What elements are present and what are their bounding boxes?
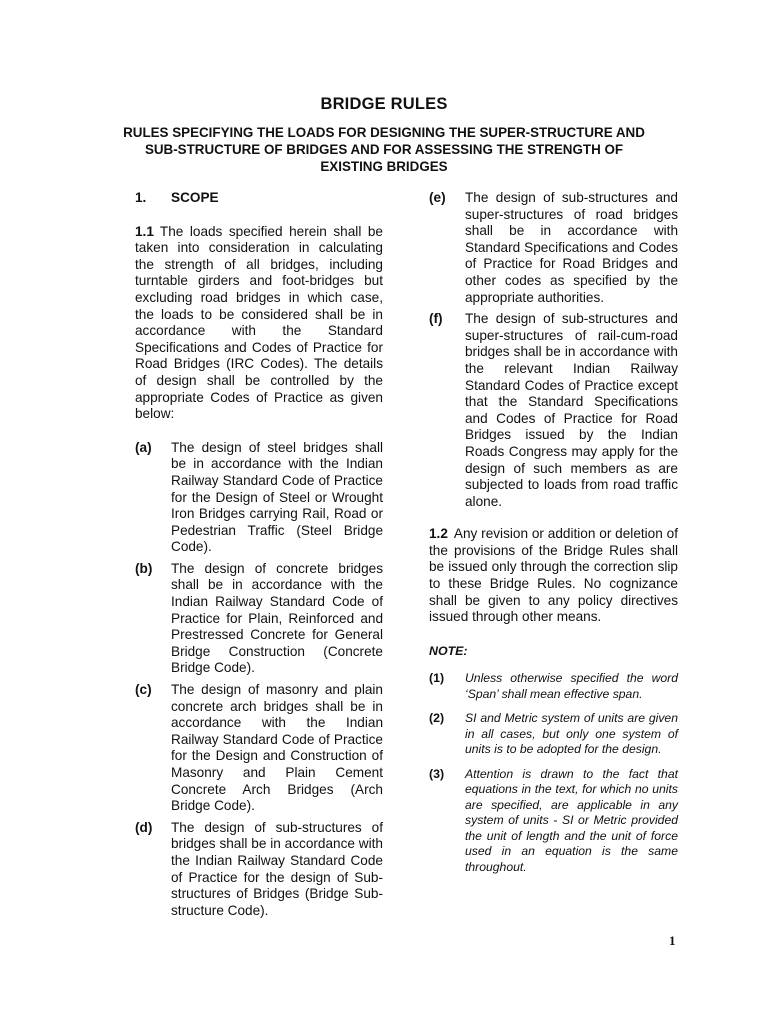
list-item-label: (d) bbox=[135, 819, 153, 835]
note-label: (3) bbox=[429, 766, 445, 781]
right-column bbox=[429, 190, 678, 884]
list-item-b bbox=[135, 561, 383, 677]
paragraph-text: Any revision or addition or deletion of the provisions of the Bridge Rules shall be issued only through the correction slip to these Bridge Rules. No cognizance shall be given to any policy directives issued through other means. bbox=[429, 526, 678, 625]
document-title: BRIDGE RULES bbox=[320, 95, 448, 113]
note-text: Unless otherwise specified the word ‘Span’ shall mean effective span. bbox=[465, 671, 678, 701]
list-item-text: The design of steel bridges shall be in accordance with the Indian Railway Standard Code of Practice for the Design of Steel or Wrought Iron Bridges carrying Rail, Road or Pedestrian Traffic (Steel Bridge Code). bbox=[171, 439, 383, 555]
list-item-text: The design of sub-structures and super-structures of road bridges shall be in accordance with Standard Specifications and Codes of Practice for Road Bridges and other codes as specified by the appropriate authorities. bbox=[465, 190, 678, 305]
list-item-c bbox=[135, 682, 383, 815]
note-text: Attention is drawn to the fact that equations in the text, for which no units are specified, are applicable in any system of units - SI or Metric provided the unit of length and the unit of force used in an equation is the same throughout. bbox=[465, 766, 678, 874]
note-text: SI and Metric system of units are given in all cases, but only one system of units is to be adopted for the design. bbox=[465, 711, 678, 757]
list-item-d bbox=[135, 820, 383, 920]
list-item-label: (b) bbox=[135, 560, 153, 576]
list-item-a bbox=[135, 440, 383, 556]
list-item-text: The design of sub-structures and super-structures of rail-cum-road bridges shall be in accordance with the relevant Indian Railway Standard Codes of Practice except that the Standard Specifications and Codes of Practice for Road Bridges issued by the Indian Roads Congress may apply for the design of such members as are subjected to loads from road traffic alone. bbox=[465, 311, 678, 509]
note-item-1 bbox=[429, 671, 678, 702]
left-column bbox=[135, 190, 383, 924]
paragraph-number: 1.2 bbox=[429, 526, 448, 542]
list-item-f bbox=[429, 311, 678, 510]
list-item-e bbox=[429, 190, 678, 306]
list-item-label: (c) bbox=[135, 682, 152, 698]
paragraph-1-1 bbox=[135, 224, 383, 423]
paragraph-number: 1.1 bbox=[135, 223, 154, 239]
list-item-label: (f) bbox=[429, 311, 443, 327]
paragraph-1-2 bbox=[429, 526, 678, 626]
note-item-2 bbox=[429, 711, 678, 758]
note-item-3 bbox=[429, 767, 678, 876]
list-item-text: The design of concrete bridges shall be in accordance with the Indian Railway Standard Code of Practice for Plain, Reinforced and Prestressed Concrete for General Bridge Construction (Concrete Bridge Code). bbox=[171, 560, 383, 676]
list-item-text: The design of masonry and plain concrete arch bridges shall be in accordance with the Indian Railway Standard Code of Practice for the Design and Construction of Masonry and Plain Cement Concrete Arch Bridges (Arch Bridge Code). bbox=[171, 682, 383, 814]
list-item-label: (a) bbox=[135, 439, 152, 455]
list-item-label: (e) bbox=[429, 190, 446, 205]
section-number: 1. bbox=[135, 190, 147, 205]
note-heading: NOTE: bbox=[429, 643, 468, 658]
list-item-text: The design of sub-structures of bridges shall be in accordance with the Indian Railway Standard Code of Practice for the design of Sub-structures of Bridges (Bridge Sub-structure Code). bbox=[171, 819, 383, 918]
document-subtitle: RULES SPECIFYING THE LOADS FOR DESIGNING THE SUPER-STRUCTURE AND SUB-STRUCTURE OF BRIDGES AND FOR ASSESSING THE STRENGTH OF EXISTING BRIDGES bbox=[123, 125, 645, 174]
paragraph-text: The loads specified herein shall be taken into consideration in calculating the strength of all bridges, including turntable girders and foot-bridges but excluding road bridges in which case, the loads to be considered shall be in accordance with the Standard Specifications and Codes of Practice for Road Bridges (IRC Codes). The details of design shall be controlled by the appropriate Codes of Practice as given below: bbox=[135, 223, 383, 422]
section-title: SCOPE bbox=[171, 190, 219, 205]
note-label: (1) bbox=[429, 671, 445, 686]
section-heading-scope bbox=[135, 190, 383, 207]
page-number: 1 bbox=[669, 933, 676, 948]
note-label: (2) bbox=[429, 711, 445, 726]
